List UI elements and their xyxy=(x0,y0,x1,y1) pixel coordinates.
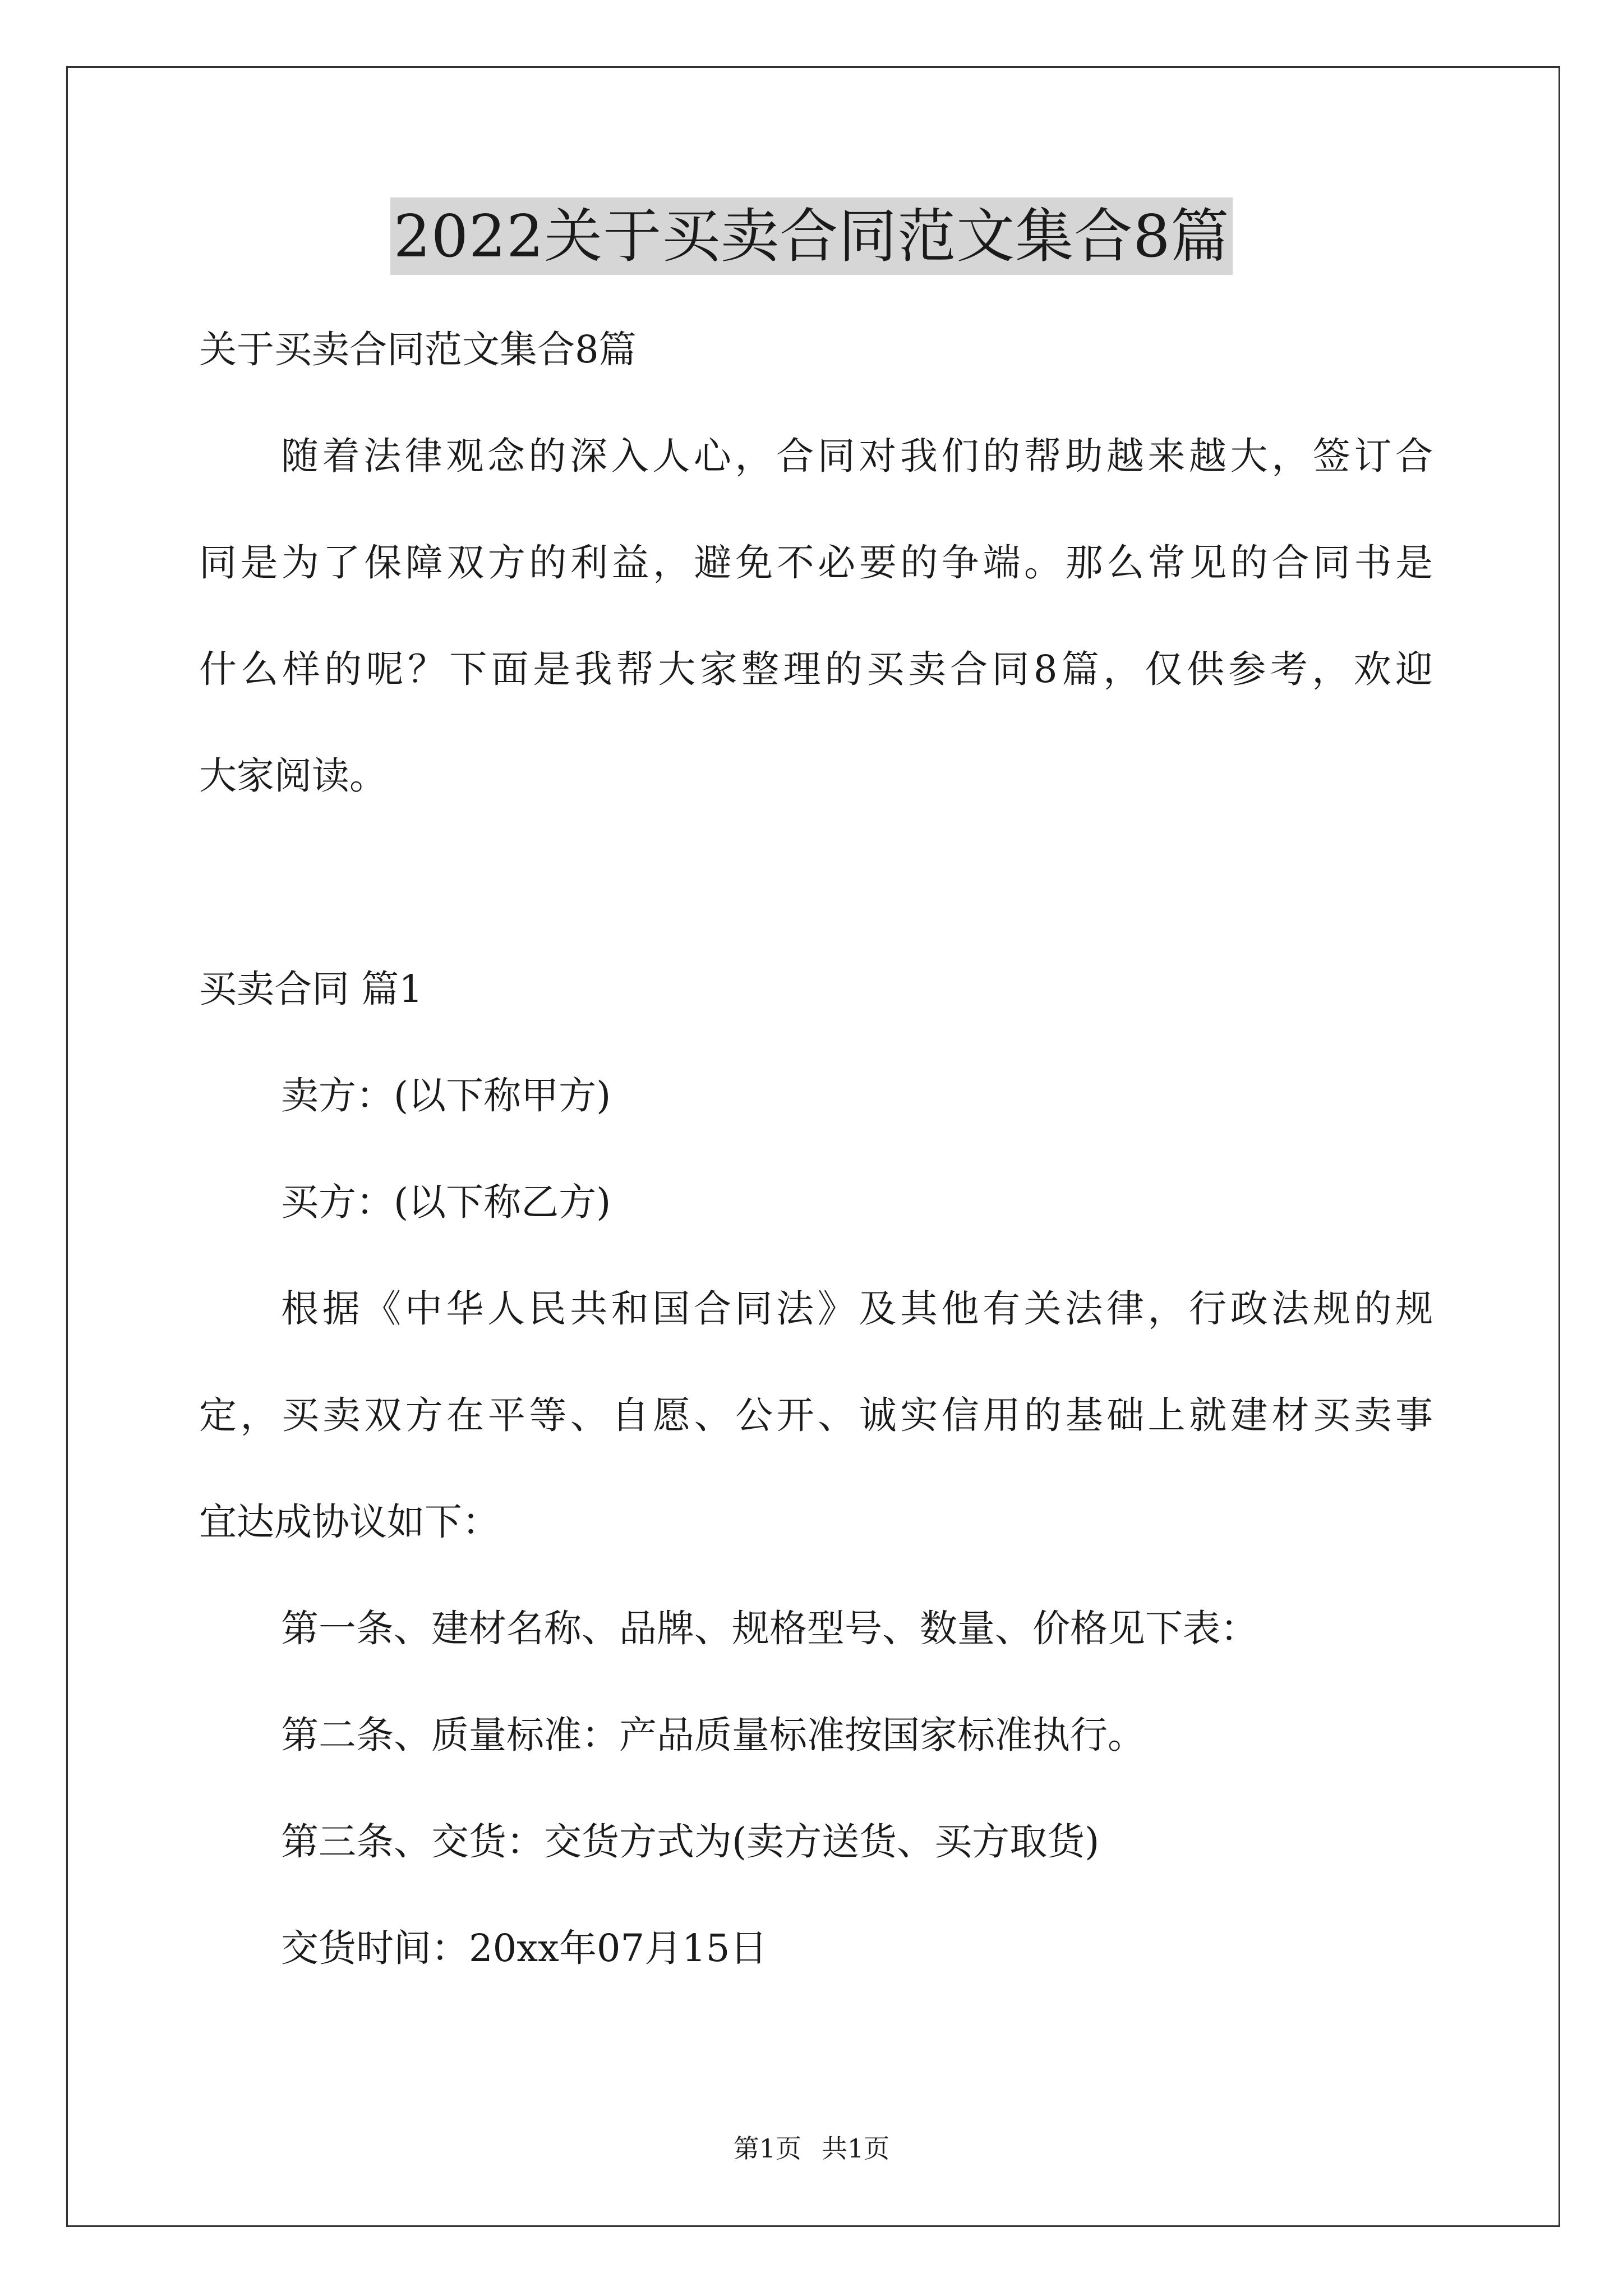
intro-line-3: 什么样的呢？下面是我帮大家整理的买卖合同8篇，仅供参考，欢迎 xyxy=(199,647,1433,691)
article-1: 第一条、建材名称、品牌、规格型号、数量、价格见下表： xyxy=(281,1607,1258,1650)
page-footer xyxy=(0,2132,1623,2165)
article-3: 第三条、交货：交货方式为(卖方送货、买方取货) xyxy=(281,1820,1100,1864)
page-number: 第1页 xyxy=(733,2133,801,2164)
basis-line-1: 根据《中华人民共和国合同法》及其他有关法律，行政法规的规 xyxy=(281,1287,1433,1331)
intro-line-4: 大家阅读。 xyxy=(199,754,387,798)
article-2: 第二条、质量标准：产品质量标准按国家标准执行。 xyxy=(281,1713,1145,1757)
basis-line-2: 定，买卖双方在平等、自愿、公开、诚实信用的基础上就建材买卖事 xyxy=(199,1393,1433,1437)
delivery-time: 交货时间：20xx年07月15日 xyxy=(281,1926,768,1970)
seller-line: 卖方：(以下称甲方) xyxy=(281,1074,611,1117)
document-title: 2022关于买卖合同范文集合8篇 xyxy=(390,197,1233,275)
intro-line-1: 随着法律观念的深入人心，合同对我们的帮助越来越大，签订合 xyxy=(281,434,1433,478)
title-wrap xyxy=(0,197,1623,275)
section-heading: 买卖合同 篇1 xyxy=(199,967,423,1011)
spacer xyxy=(199,829,1433,936)
page-total: 共1页 xyxy=(822,2133,890,2164)
basis-line-3: 宜达成协议如下： xyxy=(199,1500,500,1544)
buyer-line: 买方：(以下称乙方) xyxy=(281,1180,611,1224)
subtitle: 关于买卖合同范文集合8篇 xyxy=(199,328,637,371)
intro-line-2: 同是为了保障双方的利益，避免不必要的争端。那么常见的合同书是 xyxy=(199,541,1433,585)
document-body xyxy=(199,296,1433,2001)
